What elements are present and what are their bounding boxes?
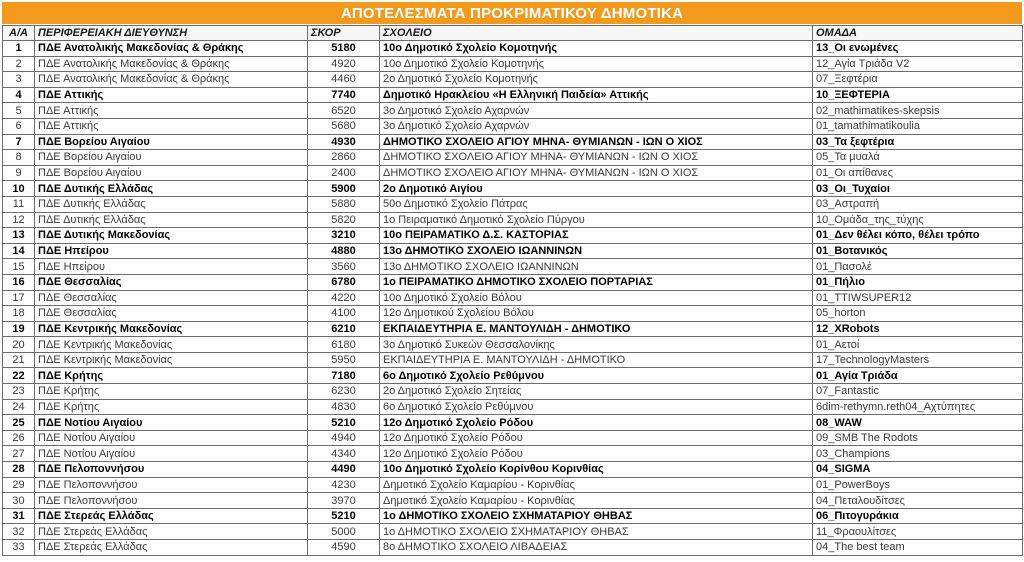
- cell-aa: 4: [3, 87, 35, 103]
- cell-aa: 1: [3, 41, 35, 57]
- table-row: [3, 243, 1023, 259]
- cell-region: ΠΔΕ Κεντρικής Μακεδονίας: [35, 321, 308, 337]
- cell-school: 3ο Δημοτικό Σχολείο Αχαρνών: [380, 103, 813, 119]
- cell-aa: 21: [3, 352, 35, 368]
- cell-aa: 26: [3, 430, 35, 446]
- cell-team: 03_Αστραπή: [813, 196, 1023, 212]
- cell-score: 4590: [308, 540, 380, 556]
- cell-score: 6520: [308, 103, 380, 119]
- table-row: [3, 150, 1023, 166]
- header-team: ΟΜΑΔΑ: [813, 26, 1023, 41]
- cell-school: 1ο ΔΗΜΟΤΙΚΟ ΣΧΟΛΕΙΟ ΣΧΗΜΑΤΑΡΙΟΥ ΘΗΒΑΣ: [380, 508, 813, 524]
- cell-team: 08_WAW: [813, 415, 1023, 431]
- cell-score: 4940: [308, 430, 380, 446]
- cell-school: 50ο Δημοτικό Σχολείο Πάτρας: [380, 196, 813, 212]
- cell-school: 6ο Δημοτικό Σχολείο Ρεθύμνου: [380, 368, 813, 384]
- cell-score: 5680: [308, 118, 380, 134]
- table-row: [3, 352, 1023, 368]
- cell-aa: 2: [3, 56, 35, 72]
- cell-region: ΠΔΕ Νοτίου Αιγαίου: [35, 430, 308, 446]
- cell-school: 1ο ΔΗΜΟΤΙΚΟ ΣΧΟΛΕΙΟ ΣΧΗΜΑΤΑΡΙΟΥ ΘΗΒΑΣ: [380, 524, 813, 540]
- cell-region: ΠΔΕ Θεσσαλίας: [35, 274, 308, 290]
- cell-aa: 32: [3, 524, 35, 540]
- cell-score: 5900: [308, 181, 380, 197]
- cell-score: 2400: [308, 165, 380, 181]
- cell-team: 01_Βοτανικός: [813, 243, 1023, 259]
- cell-team: 6dim-rethymn.reth04_Αχτύπητες: [813, 399, 1023, 415]
- cell-score: 6780: [308, 274, 380, 290]
- cell-school: ΕΚΠΑΙΔΕΥΤΗΡΙΑ Ε. ΜΑΝΤΟΥΛΙΔΗ - ΔΗΜΟΤΙΚΟ: [380, 352, 813, 368]
- table-row: [3, 368, 1023, 384]
- cell-region: ΠΔΕ Κεντρικής Μακεδονίας: [35, 352, 308, 368]
- table-row: [3, 274, 1023, 290]
- table-row: [3, 72, 1023, 88]
- cell-school: 12ο Δημοτικού Σχολείου Βόλου: [380, 306, 813, 322]
- cell-aa: 14: [3, 243, 35, 259]
- table-row: [3, 56, 1023, 72]
- cell-school: 12ο Δημοτικό Σχολείο Ρόδου: [380, 415, 813, 431]
- cell-team: 01_Αετοί: [813, 337, 1023, 353]
- cell-team: 01_Αγία Τριάδα: [813, 368, 1023, 384]
- cell-region: ΠΔΕ Στερεάς Ελλάδας: [35, 540, 308, 556]
- cell-aa: 30: [3, 493, 35, 509]
- cell-aa: 15: [3, 259, 35, 275]
- cell-school: 3ο Δημοτικό Σχολείο Αχαρνών: [380, 118, 813, 134]
- cell-score: 4930: [308, 134, 380, 150]
- table-row: [3, 306, 1023, 322]
- cell-region: ΠΔΕ Ηπείρου: [35, 259, 308, 275]
- cell-score: 6180: [308, 337, 380, 353]
- cell-team: 01_Πασολέ: [813, 259, 1023, 275]
- cell-school: 8ο ΔΗΜΟΤΙΚΟ ΣΧΟΛΕΙΟ ΛΙΒΑΔΕΙΑΣ: [380, 540, 813, 556]
- cell-aa: 10: [3, 181, 35, 197]
- cell-score: 4460: [308, 72, 380, 88]
- table-row: [3, 384, 1023, 400]
- cell-aa: 28: [3, 462, 35, 478]
- cell-aa: 24: [3, 399, 35, 415]
- cell-aa: 5: [3, 103, 35, 119]
- cell-school: 2ο Δημοτικό Αιγίου: [380, 181, 813, 197]
- cell-school: Δημοτικό Σχολείο Καμαρίου - Κορινθίας: [380, 493, 813, 509]
- cell-team: 12_Αγία Τριάδα V2: [813, 56, 1023, 72]
- cell-team: 04_Πεταλουδίτσες: [813, 493, 1023, 509]
- cell-aa: 13: [3, 228, 35, 244]
- cell-team: 05_Τα μυαλά: [813, 150, 1023, 166]
- cell-region: ΠΔΕ Νοτίου Αιγαίου: [35, 446, 308, 462]
- cell-aa: 25: [3, 415, 35, 431]
- table-row: [3, 415, 1023, 431]
- cell-aa: 7: [3, 134, 35, 150]
- results-table: [2, 25, 1023, 556]
- cell-team: 01_TTIWSUPER12: [813, 290, 1023, 306]
- cell-aa: 27: [3, 446, 35, 462]
- cell-region: ΠΔΕ Πελοποννήσου: [35, 493, 308, 509]
- cell-score: 2860: [308, 150, 380, 166]
- table-row: [3, 196, 1023, 212]
- cell-school: ΕΚΠΑΙΔΕΥΤΗΡΙΑ Ε. ΜΑΝΤΟΥΛΙΔΗ - ΔΗΜΟΤΙΚΟ: [380, 321, 813, 337]
- cell-score: 4490: [308, 462, 380, 478]
- table-row: [3, 337, 1023, 353]
- table-row: [3, 228, 1023, 244]
- cell-score: 4230: [308, 477, 380, 493]
- cell-region: ΠΔΕ Θεσσαλίας: [35, 306, 308, 322]
- cell-team: 10_ΞΕΦΤΕΡΙΑ: [813, 87, 1023, 103]
- cell-region: ΠΔΕ Βορείου Αιγαίου: [35, 165, 308, 181]
- cell-region: ΠΔΕ Δυτικής Ελλάδας: [35, 212, 308, 228]
- results-sheet: [2, 0, 1022, 562]
- cell-score: 6230: [308, 384, 380, 400]
- table-row: [3, 165, 1023, 181]
- table-row: [3, 321, 1023, 337]
- table-row: [3, 446, 1023, 462]
- table-row: [3, 430, 1023, 446]
- cell-region: ΠΔΕ Ανατολικής Μακεδονίας & Θράκης: [35, 56, 308, 72]
- cell-aa: 33: [3, 540, 35, 556]
- cell-school: 10ο Δημοτικό Σχολείο Βόλου: [380, 290, 813, 306]
- cell-aa: 17: [3, 290, 35, 306]
- cell-school: Δημοτικό Ηρακλείου «Η Ελληνική Παιδεία» Αττικής: [380, 87, 813, 103]
- cell-school: Δημοτικό Σχολείο Καμαρίου - Κορινθίας: [380, 477, 813, 493]
- cell-team: 17_TechnologyMasters: [813, 352, 1023, 368]
- cell-score: 6210: [308, 321, 380, 337]
- table-row: [3, 508, 1023, 524]
- cell-region: ΠΔΕ Αττικής: [35, 118, 308, 134]
- cell-region: ΠΔΕ Δυτικής Ελλάδας: [35, 196, 308, 212]
- cell-score: 5950: [308, 352, 380, 368]
- cell-score: 5880: [308, 196, 380, 212]
- table-row: [3, 181, 1023, 197]
- cell-score: 5210: [308, 508, 380, 524]
- cell-school: ΔΗΜΟΤΙΚΟ ΣΧΟΛΕΙΟ ΑΓΙΟΥ ΜΗΝΑ- ΘΥΜΙΑΝΩΝ - ΙΩΝ Ο ΧΙΟΣ: [380, 165, 813, 181]
- cell-team: 04_SIGMA: [813, 462, 1023, 478]
- cell-team: 05_horton: [813, 306, 1023, 322]
- cell-region: ΠΔΕ Αττικής: [35, 103, 308, 119]
- header-school: ΣΧΟΛΕΙΟ: [380, 26, 813, 41]
- header-score: ΣΚΟΡ: [308, 26, 380, 41]
- cell-school: 6ο Δημοτικό Σχολείο Ρεθύμνου: [380, 399, 813, 415]
- cell-region: ΠΔΕ Πελοποννήσου: [35, 462, 308, 478]
- cell-team: 03_Champions: [813, 446, 1023, 462]
- cell-school: 3ο Δημοτικό Συκεών Θεσσαλονίκης: [380, 337, 813, 353]
- cell-team: 03_Τα ξεφτέρια: [813, 134, 1023, 150]
- cell-aa: 31: [3, 508, 35, 524]
- header-aa: Α/Α: [3, 26, 35, 41]
- cell-score: 4830: [308, 399, 380, 415]
- cell-team: 01_tamathimatikoulia: [813, 118, 1023, 134]
- table-row: [3, 477, 1023, 493]
- table-row: [3, 493, 1023, 509]
- cell-score: 7740: [308, 87, 380, 103]
- cell-team: 01_PowerBoys: [813, 477, 1023, 493]
- cell-aa: 29: [3, 477, 35, 493]
- cell-team: 04_The best team: [813, 540, 1023, 556]
- header-row: [3, 26, 1023, 41]
- cell-school: 10ο ΠΕΙΡΑΜΑΤΙΚΟ Δ.Σ. ΚΑΣΤΟΡΙΑΣ: [380, 228, 813, 244]
- cell-region: ΠΔΕ Κρήτης: [35, 399, 308, 415]
- cell-region: ΠΔΕ Στερεάς Ελλάδας: [35, 524, 308, 540]
- cell-school: 1ο ΠΕΙΡΑΜΑΤΙΚΟ ΔΗΜΟΤΙΚΟ ΣΧΟΛΕΙΟ ΠΟΡΤΑΡΙΑΣ: [380, 274, 813, 290]
- cell-region: ΠΔΕ Αττικής: [35, 87, 308, 103]
- cell-score: 3210: [308, 228, 380, 244]
- cell-team: 03_Οι_Τυχαίοι: [813, 181, 1023, 197]
- cell-region: ΠΔΕ Ανατολικής Μακεδονίας & Θράκης: [35, 41, 308, 57]
- cell-team: 01_Οι απίθανες: [813, 165, 1023, 181]
- cell-school: 2ο Δημοτικό Σχολείο Σητείας: [380, 384, 813, 400]
- table-row: [3, 212, 1023, 228]
- cell-school: ΔΗΜΟΤΙΚΟ ΣΧΟΛΕΙΟ ΑΓΙΟΥ ΜΗΝΑ- ΘΥΜΙΑΝΩΝ - ΙΩΝ Ο ΧΙΟΣ: [380, 134, 813, 150]
- cell-aa: 11: [3, 196, 35, 212]
- cell-aa: 3: [3, 72, 35, 88]
- cell-region: ΠΔΕ Βορείου Αιγαίου: [35, 150, 308, 166]
- table-row: [3, 118, 1023, 134]
- cell-score: 4220: [308, 290, 380, 306]
- cell-aa: 12: [3, 212, 35, 228]
- cell-score: 4880: [308, 243, 380, 259]
- page-title: ΑΠΟΤΕΛΕΣΜΑΤΑ ΠΡΟΚΡΙΜΑΤΙΚΟΥ ΔΗΜΟΤΙΚΑ: [2, 2, 1022, 24]
- cell-school: 2ο Δημοτικό Σχολείο Κομοτηνής: [380, 72, 813, 88]
- cell-region: ΠΔΕ Κρήτης: [35, 368, 308, 384]
- cell-region: ΠΔΕ Ηπείρου: [35, 243, 308, 259]
- cell-region: ΠΔΕ Δυτικής Ελλάδας: [35, 181, 308, 197]
- cell-region: ΠΔΕ Στερεάς Ελλάδας: [35, 508, 308, 524]
- cell-team: 01_Δεν θέλει κόπο, θέλει τρόπο: [813, 228, 1023, 244]
- table-row: [3, 524, 1023, 540]
- cell-team: 01_Πήλιο: [813, 274, 1023, 290]
- cell-score: 3970: [308, 493, 380, 509]
- cell-team: 12_XRobots: [813, 321, 1023, 337]
- cell-school: 13ο ΔΗΜΟΤΙΚΟ ΣΧΟΛΕΙΟ ΙΩΑΝΝΙΝΩΝ: [380, 243, 813, 259]
- cell-score: 4340: [308, 446, 380, 462]
- table-row: [3, 540, 1023, 556]
- cell-team: 06_Πιτογυράκια: [813, 508, 1023, 524]
- cell-team: 10_Ομάδα_της_τύχης: [813, 212, 1023, 228]
- cell-region: ΠΔΕ Δυτικής Μακεδονίας: [35, 228, 308, 244]
- cell-aa: 16: [3, 274, 35, 290]
- cell-region: ΠΔΕ Ανατολικής Μακεδονίας & Θράκης: [35, 72, 308, 88]
- table-row: [3, 134, 1023, 150]
- cell-aa: 20: [3, 337, 35, 353]
- cell-score: 5180: [308, 41, 380, 57]
- cell-school: 12ο Δημοτικό Σχολείο Ρόδου: [380, 446, 813, 462]
- cell-school: 12ο Δημοτικό Σχολείο Ρόδου: [380, 430, 813, 446]
- cell-score: 5820: [308, 212, 380, 228]
- cell-region: ΠΔΕ Νοτίου Αιγαίου: [35, 415, 308, 431]
- table-row: [3, 462, 1023, 478]
- cell-score: 3560: [308, 259, 380, 275]
- header-region: ΠΕΡΙΦΕΡΕΙΑΚΗ ΔΙΕΥΘΥΝΣΗ: [35, 26, 308, 41]
- cell-aa: 19: [3, 321, 35, 337]
- cell-score: 7180: [308, 368, 380, 384]
- cell-region: ΠΔΕ Βορείου Αιγαίου: [35, 134, 308, 150]
- cell-school: ΔΗΜΟΤΙΚΟ ΣΧΟΛΕΙΟ ΑΓΙΟΥ ΜΗΝΑ- ΘΥΜΙΑΝΩΝ - ΙΩΝ Ο ΧΙΟΣ: [380, 150, 813, 166]
- cell-school: 13ο ΔΗΜΟΤΙΚΟ ΣΧΟΛΕΙΟ ΙΩΑΝΝΙΝΩΝ: [380, 259, 813, 275]
- table-row: [3, 290, 1023, 306]
- cell-score: 5210: [308, 415, 380, 431]
- cell-aa: 9: [3, 165, 35, 181]
- cell-aa: 8: [3, 150, 35, 166]
- cell-region: ΠΔΕ Θεσσαλίας: [35, 290, 308, 306]
- cell-team: 11_Φραουλίτσες: [813, 524, 1023, 540]
- cell-team: 02_mathimatikes-skepsis: [813, 103, 1023, 119]
- table-row: [3, 87, 1023, 103]
- cell-aa: 22: [3, 368, 35, 384]
- table-row: [3, 103, 1023, 119]
- cell-region: ΠΔΕ Κρήτης: [35, 384, 308, 400]
- cell-team: 07_Fantastic: [813, 384, 1023, 400]
- cell-school: 10ο Δημοτικό Σχολείο Κομοτηνής: [380, 41, 813, 57]
- cell-team: 09_SMB The Rodots: [813, 430, 1023, 446]
- table-row: [3, 41, 1023, 57]
- cell-score: 4100: [308, 306, 380, 322]
- cell-score: 4920: [308, 56, 380, 72]
- cell-team: 13_Οι ενωμένες: [813, 41, 1023, 57]
- cell-region: ΠΔΕ Πελοποννήσου: [35, 477, 308, 493]
- cell-aa: 6: [3, 118, 35, 134]
- table-row: [3, 259, 1023, 275]
- cell-team: 07_Ξεφτέρια: [813, 72, 1023, 88]
- cell-aa: 18: [3, 306, 35, 322]
- table-row: [3, 399, 1023, 415]
- cell-aa: 23: [3, 384, 35, 400]
- cell-school: 10ο Δημοτικό Σχολείο Κορίνθου Κορινθίας: [380, 462, 813, 478]
- cell-school: 10ο Δημοτικό Σχολείο Κομοτηνής: [380, 56, 813, 72]
- cell-school: 1ο Πειραματικό Δημοτικό Σχολείο Πύργου: [380, 212, 813, 228]
- cell-region: ΠΔΕ Κεντρικής Μακεδονίας: [35, 337, 308, 353]
- cell-score: 5000: [308, 524, 380, 540]
